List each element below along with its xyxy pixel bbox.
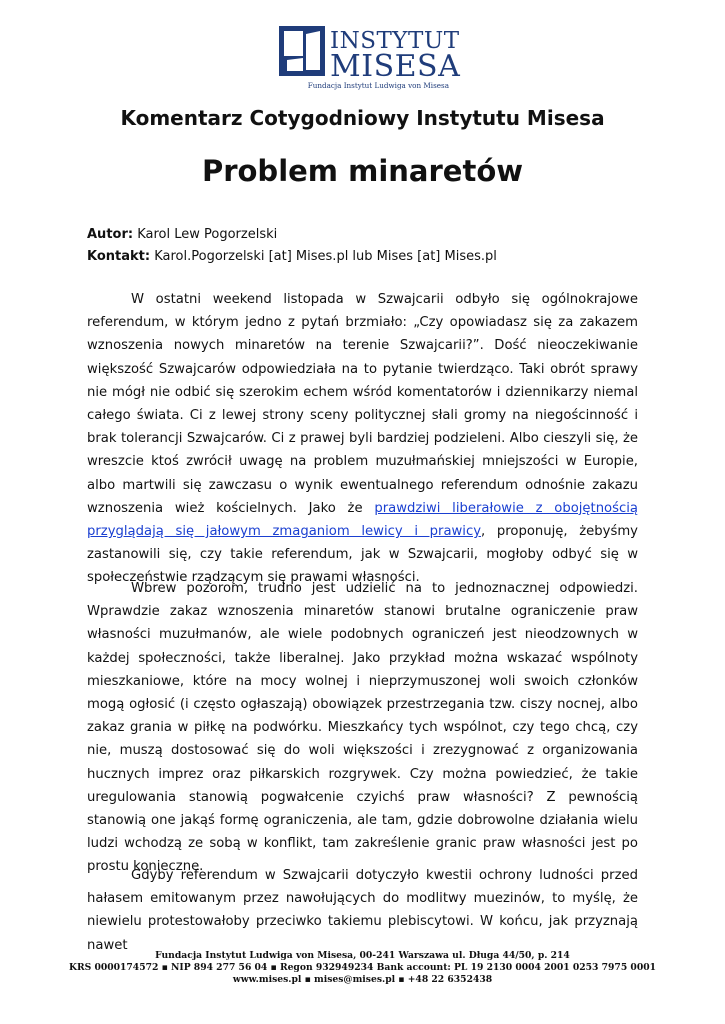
author-label: Autor: <box>87 227 134 242</box>
footer-address: Fundacja Instytut Ludwiga von Misesa, 00-241 Warszawa ul. Długa 44/50, p. 214 <box>155 950 570 961</box>
series-title: Komentarz Cotygodniowy Instytutu Misesa <box>120 106 605 130</box>
footer-contact: www.mises.pl ▪ mises@mises.pl ▪ +48 22 6352438 <box>232 974 493 985</box>
logo-mark-icon <box>279 26 325 76</box>
paragraph-1-text-end: , proponuję, żebyśmy zastanowili się, czy takie referendum, jak w Szwajcarii, mogłoby odbyć się w społeczeństwie rządzącym się prawami własności. <box>87 524 638 586</box>
logo-tagline: Fundacja Instytut Ludwiga von Misesa <box>307 81 449 90</box>
logo-text-line2: MISESA <box>330 49 461 84</box>
page-footer <box>0 950 725 986</box>
contact-label: Kontakt: <box>87 249 151 264</box>
paragraph-2: Wbrew pozorom, trudno jest udzielić na to jednoznacznej odpowiedzi. Wprawdzie zakaz wznoszenia minaretów stanowi brutalne ograniczenie praw własności muzułmanów, ale wiele podobnych ograniczeń jest nieodzownych w każdej społeczności, także liberalnej. Jako przykład można wskazać wspólnoty mieszkaniowe, które na mocy wolnej i nieprzymuszonej woli swoich członków mogą ogłosić (i często ogłaszają) obowiązek przestrzegania tzw. ciszy nocnej, albo zakaz grania w piłkę na podwórku. Mieszkańcy tych wspólnot, czy tego chcą, czy nie, muszą dostosować się do woli większości i zrezygnować z organizowania hucznych imprez oraz piłkarskich rozgrywek. Czy można powiedzieć, że takie uregulowania stanowią pogwałcenie czyichś praw własności? Z pewnością stanowią one jakąś formę ograniczenia, ale tam, gdzie dobrowolne działania wielu ludzi wchodzą ze sobą w konflikt, tam zakreślenie granic praw własności jest po prostu konieczne. <box>87 581 638 875</box>
paragraph-1-text-start: W ostatni weekend listopada w Szwajcarii odbyło się ogólnokrajowe referendum, w którym jedno z pytań brzmiało: „Czy opowiadasz się za zakazem wznoszenia nowych minaretów na terenie Szwajcarii?”. Dość nieoczekiwanie większość Szwajcarów odpowiedziała na to pytanie twierdząco. Taki obrót sprawy nie mógł nie odbić się szerokim echem wśród komentatorów i dziennikarzy niemal całego świata. Ci z lewej strony sceny politycznej słali gromy na niegościnność i brak tolerancji Szwajcarów. Ci z prawej byli bardziej podzieleni. Albo cieszyli się, że wreszcie ktoś zwrócił uwagę na problem muzułmańskiej mniejszości w Europie, albo martwili się zawczasu o wynik ewentualnego referendum odnośnie zakazu wznoszenia wież kościelnych. Jako że <box>87 292 638 516</box>
article-title: Problem minaretów <box>201 154 524 188</box>
contact-line <box>87 248 497 265</box>
article-link[interactable]: prawdziwi liberałowie z obojętnością przyglądają się jałowym zmaganiom lewicy i prawicy <box>87 500 638 540</box>
paragraph-1 <box>87 288 638 590</box>
author-line <box>87 226 277 243</box>
footer-registration: KRS 0000174572 ▪ NIP 894 277 56 04 ▪ Regon 932949234 Bank account: PL 19 2130 0004 2001 0253 7975 0001 <box>69 962 656 973</box>
logo-text-line1: INSTYTUT <box>330 28 460 54</box>
author-name: Karol Lew Pogorzelski <box>137 227 278 242</box>
institute-logo <box>279 26 461 92</box>
paragraph-3: Gdyby referendum w Szwajcarii dotyczyło kwestii ochrony ludności przed hałasem emitowanym przez nawołujących do modlitwy muezinów, to myślę, że niewielu protestowałoby przeciwko takiemu plebiscytowi. W końcu, jak przyznają nawet <box>87 868 638 953</box>
contact-value: Karol.Pogorzelski [at] Mises.pl lub Mises [at] Mises.pl <box>154 249 497 264</box>
